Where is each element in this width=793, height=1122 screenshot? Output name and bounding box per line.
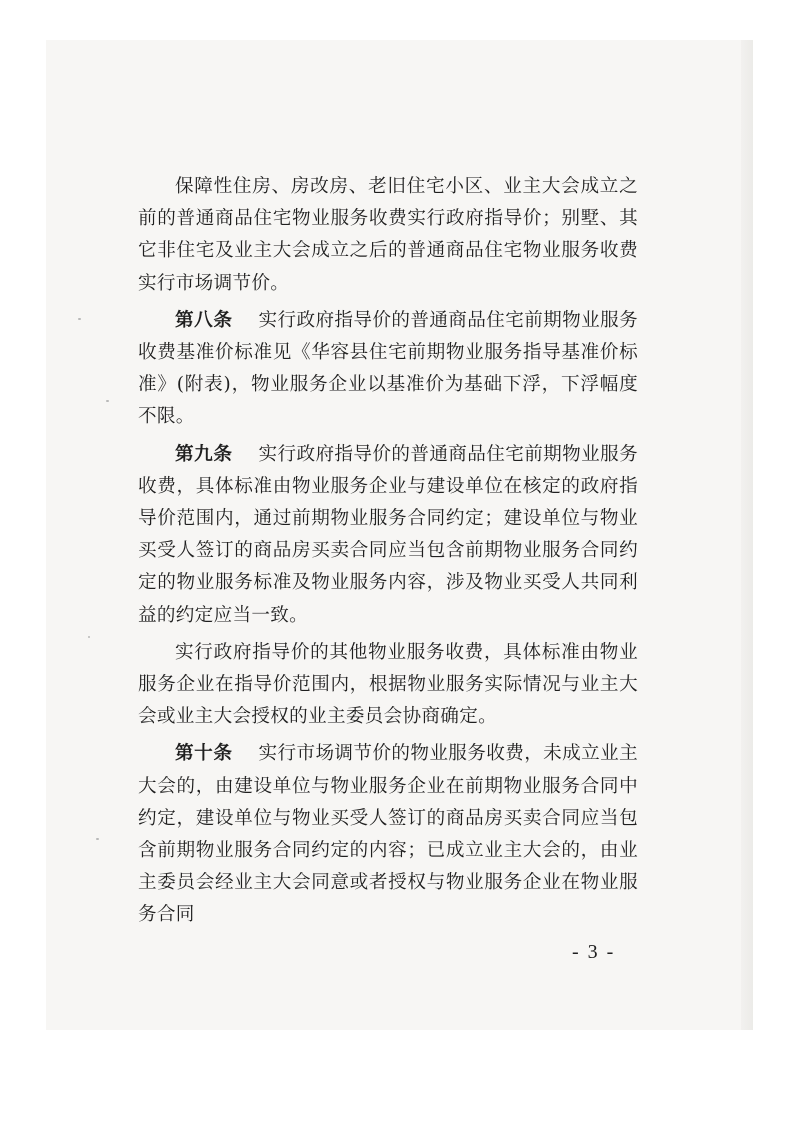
- article-text: 实行政府指导价的普通商品住宅前期物业服务收费，具体标准由物业服务企业与建设单位在核定的政府指导价范围内，通过前期物业服务合同约定；建设单位与物业买受人签订的商品房买卖合同应当包含前期物业服务合同约定的物业服务标准及物业服务内容，涉及物业买受人共同利益的约定应当一致。: [138, 443, 638, 626]
- paragraph-fee-scope: [138, 171, 638, 300]
- article-text: 实行政府指导价的普通商品住宅前期物业服务收费基准价标准见《华容县住宅前期物业服务指导基准价标准》(附表)，物业服务企业以基准价为基础下浮，下浮幅度不限。: [138, 309, 638, 428]
- article-text: 实行市场调节价的物业服务收费，未成立业主大会的，由建设单位与物业服务企业在前期物业服务合同中约定，建设单位与物业买受人签订的商品房买卖合同应当包含前期物业服务合同约定的内容；已成立业主大会的，由业主委员会经业主大会同意或者授权与物业服务企业在物业服务合同: [138, 743, 638, 926]
- paper-right-edge: [741, 40, 753, 1030]
- scan-speck: [106, 400, 109, 402]
- article-title: 第九条: [175, 443, 233, 465]
- scan-speck: [96, 838, 99, 840]
- paragraph-other-fees: [138, 637, 638, 734]
- article-title: 第十条: [175, 743, 233, 765]
- scan-speck: [78, 318, 81, 320]
- document-body: [138, 171, 638, 932]
- article-title: 第八条: [175, 309, 233, 331]
- article-10: [138, 738, 638, 931]
- paragraph-text: 实行政府指导价的其他物业服务收费，具体标准由物业服务企业在指导价范围内，根据物业服务实际情况与业主大会或业主大会授权的业主委员会协商确定。: [138, 641, 638, 728]
- article-9: [138, 439, 638, 632]
- page-number: - 3 -: [572, 941, 616, 963]
- article-8: [138, 305, 638, 434]
- paragraph-text: 保障性住房、房改房、老旧住宅小区、业主大会成立之前的普通商品住宅物业服务收费实行政府指导价；别墅、其它非住宅及业主大会成立之后的普通商品住宅物业服务收费实行市场调节价。: [138, 176, 638, 294]
- scan-speck: [88, 636, 90, 638]
